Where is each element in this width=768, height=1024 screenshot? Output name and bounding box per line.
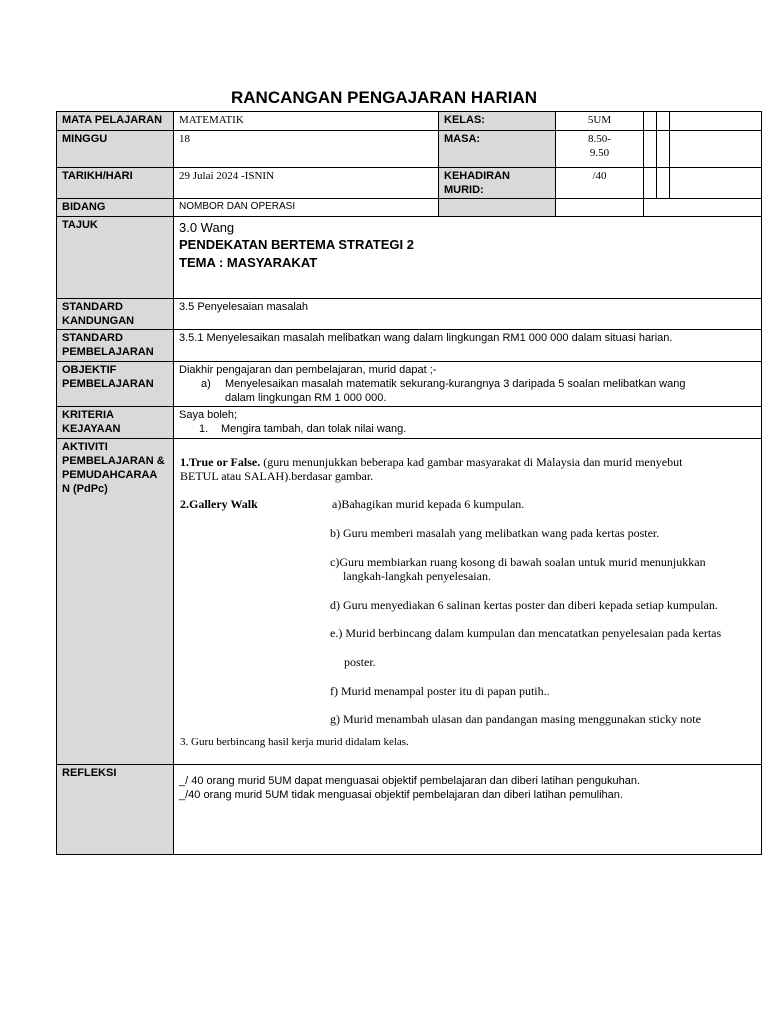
label-line: STANDARD [62, 332, 123, 344]
activity-1-text: (guru menunjukkan beberapa kad gambar masyarakat di Malaysia dan murid menyebut [260, 455, 683, 469]
activity-2-title: 2.Gallery Walk [180, 497, 258, 511]
blank-cell [556, 199, 644, 217]
label-masa: MASA: [439, 131, 556, 168]
blank-cell [644, 199, 762, 217]
value-mata-pelajaran: MATEMATIK [174, 112, 439, 131]
kriteria-item [179, 422, 756, 436]
label-tajuk: TAJUK [57, 217, 174, 299]
label-line: KRITERIA [62, 409, 114, 421]
label-line: PEMBELAJARAN [62, 378, 154, 390]
label-objektif [57, 362, 174, 407]
label-line: PEMUDAHCARAA [62, 469, 158, 481]
blank-cell [644, 112, 657, 131]
row-standard-kandungan [57, 299, 762, 330]
label-line: STANDARD [62, 301, 123, 313]
label-bidang: BIDANG [57, 199, 174, 217]
label-kehadiran [439, 168, 556, 199]
row-objektif [57, 362, 762, 407]
activity-2-step-d: d) Guru menyediakan 6 salinan kertas poster dan diberi kepada setiap kumpulan. [330, 598, 718, 612]
label-line: AKTIVITI [62, 441, 108, 453]
tajuk-topic: 3.0 Wang [179, 220, 235, 235]
label-standard-kandungan [57, 299, 174, 330]
activity-2-step-f: f) Murid menampal poster itu di papan putih.. [330, 684, 550, 698]
refleksi-line-1: _/ 40 orang murid 5UM dapat menguasai objektif pembelajaran dan diberi latihan pengukuhan. [179, 775, 641, 787]
row-aktiviti [57, 439, 762, 765]
row-standard-pembelajaran [57, 330, 762, 362]
blank-cell [670, 168, 762, 199]
row-mata-pelajaran [57, 112, 762, 131]
row-kriteria [57, 407, 762, 439]
activity-2-step-c: c)Guru membiarkan ruang kosong di bawah soalan untuk murid menunjukkan [330, 555, 706, 569]
blank-cell [657, 131, 670, 168]
label-line: KANDUNGAN [62, 315, 135, 327]
label-standard-pembelajaran [57, 330, 174, 362]
kehadiran-line1: KEHADIRAN [444, 170, 510, 182]
kehadiran-line2: MURID: [444, 184, 484, 196]
kriteria-intro: Saya boleh; [179, 409, 238, 421]
row-tajuk [57, 217, 762, 299]
value-bidang: NOMBOR DAN OPERASI [174, 199, 439, 217]
list-marker: a) [201, 378, 211, 390]
activity-3: 3. Guru berbincang hasil kerja murid didalam kelas. [180, 736, 409, 748]
activity-2-step-c-cont: langkah-langkah penyelesaian. [343, 569, 491, 583]
blank-cell [644, 131, 657, 168]
activity-2-step-e-cont: poster. [344, 655, 376, 669]
value-kelas: 5UM [556, 112, 644, 131]
tajuk-approach: PENDEKATAN BERTEMA STRATEGI 2 [179, 237, 414, 252]
value-standard-pembelajaran: 3.5.1 Menyelesaikan masalah melibatkan wang dalam lingkungan RM1 000 000 dalam situasi harian. [174, 330, 762, 362]
label-line: PEMBELAJARAN [62, 346, 154, 358]
objektif-item-cont: dalam lingkungan RM 1 000 000. [225, 392, 387, 404]
list-marker: 1. [199, 423, 209, 435]
row-refleksi [57, 765, 762, 855]
activity-2-step-e: e.) Murid berbincang dalam kumpulan dan mencatatkan penyelesaian pada kertas [330, 626, 722, 640]
label-kelas: KELAS: [439, 112, 556, 131]
objektif-item-text: Menyelesaikan masalah matematik sekurang-kurangnya 3 daripada 5 soalan melibatkan wang [225, 378, 686, 390]
label-kriteria [57, 407, 174, 439]
activity-2-step-b: b) Guru memberi masalah yang melibatkan wang pada kertas poster. [330, 526, 660, 540]
blank-cell [670, 112, 762, 131]
label-line: OBJEKTIF [62, 364, 117, 376]
kriteria-item-text: Mengira tambah, dan tolak nilai wang. [221, 423, 407, 435]
activity-2-step-a: a)Bahagikan murid kepada 6 kumpulan. [332, 497, 525, 511]
value-minggu: 18 [174, 131, 439, 168]
value-kriteria [174, 407, 762, 439]
value-refleksi [174, 765, 762, 855]
blank-cell [657, 112, 670, 131]
activity-1-cont: BETUL atau SALAH).berdasar gambar. [180, 469, 374, 483]
label-aktiviti [57, 439, 174, 765]
value-aktiviti [174, 439, 762, 765]
label-line: KEJAYAAN [62, 423, 121, 435]
label-minggu: MINGGU [57, 131, 174, 168]
row-bidang [57, 199, 762, 217]
row-tarikh [57, 168, 762, 199]
masa-start: 8.50- [588, 133, 611, 145]
activity-2-step-g: g) Murid menambah ulasan dan pandangan masing menggunakan sticky note [330, 712, 701, 726]
blank-label-cell [439, 199, 556, 217]
label-tarikh: TARIKH/HARI [57, 168, 174, 199]
objektif-intro: Diakhir pengajaran dan pembelajaran, murid dapat ;- [179, 364, 437, 376]
objektif-item [179, 377, 756, 391]
tajuk-theme: TEMA : MASYARAKAT [179, 255, 318, 270]
value-kehadiran: /40 [556, 168, 644, 199]
lesson-plan-table [56, 111, 762, 855]
blank-cell [657, 168, 670, 199]
masa-end: 9.50 [589, 147, 610, 159]
label-refleksi: REFLEKSI [57, 765, 174, 855]
label-line: PEMBELAJARAN & [62, 455, 165, 467]
value-objektif [174, 362, 762, 407]
activity-1-title: 1.True or False. [180, 455, 261, 469]
page-title: RANCANGAN PENGAJARAN HARIAN [230, 88, 537, 107]
row-minggu [57, 131, 762, 168]
blank-cell [670, 131, 762, 168]
blank-cell [644, 168, 657, 199]
value-standard-kandungan: 3.5 Penyelesaian masalah [174, 299, 762, 330]
refleksi-line-2: _/40 orang murid 5UM tidak menguasai objektif pembelajaran dan diberi latihan pemulihan. [179, 789, 623, 801]
label-mata-pelajaran: MATA PELAJARAN [57, 112, 174, 131]
activity-1 [180, 455, 682, 469]
label-line: N (PdPc) [62, 483, 108, 495]
value-tarikh: 29 Julai 2024 -ISNIN [174, 168, 439, 199]
value-masa [556, 131, 644, 168]
value-tajuk [174, 217, 762, 299]
